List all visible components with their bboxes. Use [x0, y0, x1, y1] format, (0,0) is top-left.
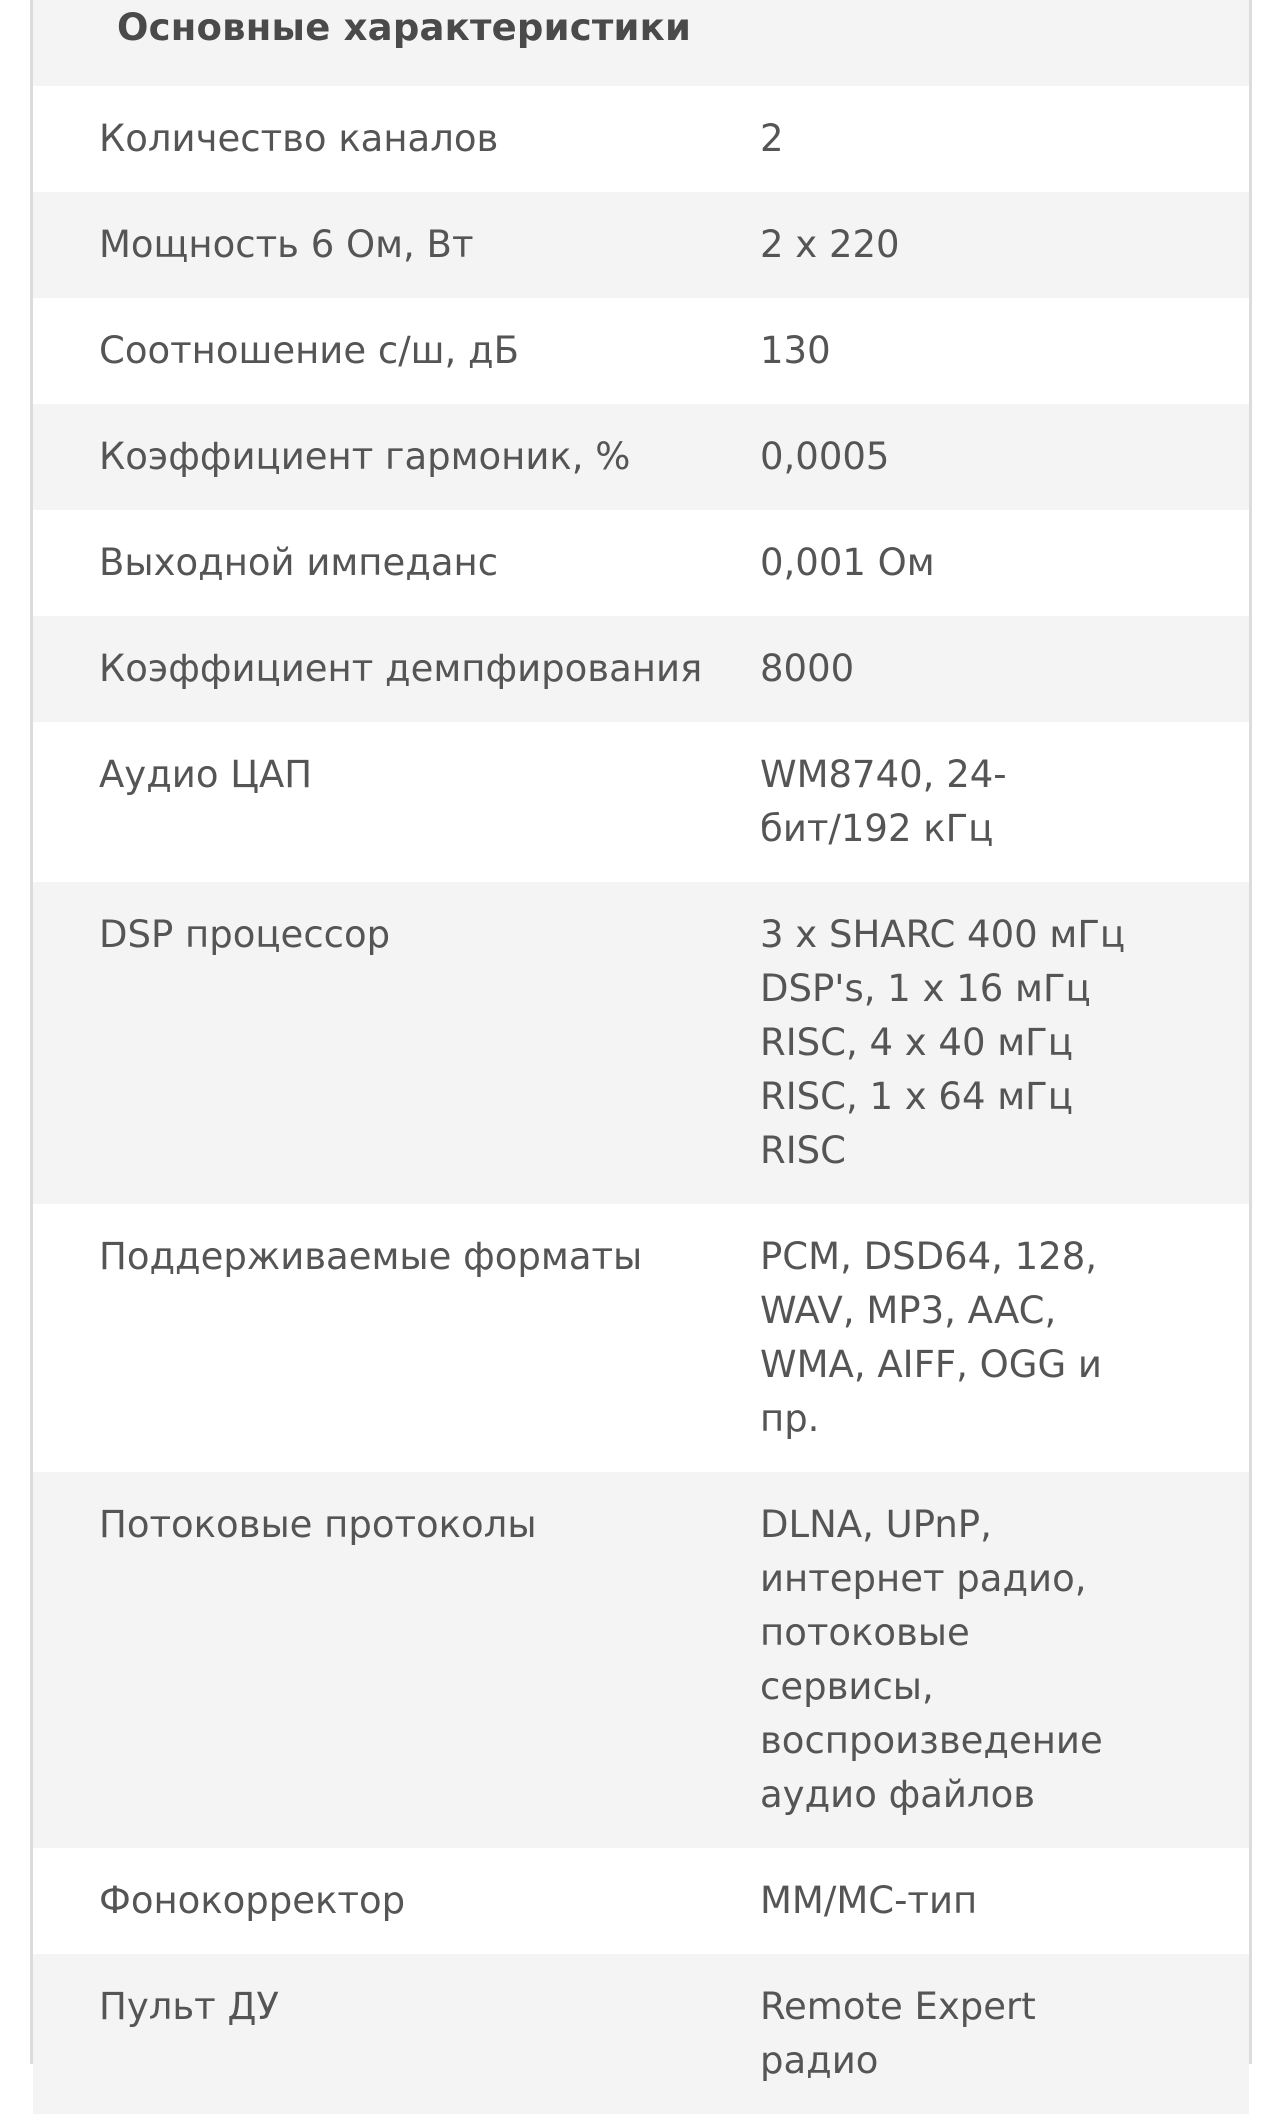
spec-row-thd: [33, 404, 1249, 510]
spec-value: PCM, DSD64, 128, WAV, MP3, AAC, WMA, AIFF, OGG и пр.: [760, 1235, 1102, 1440]
spec-label: Аудио ЦАП: [99, 753, 313, 796]
section-title: Основные характеристики: [117, 5, 692, 49]
spec-label: Коэффициент гармоник, %: [99, 435, 631, 478]
spec-value: 0,0005: [760, 435, 890, 478]
spec-label: Количество каналов: [99, 117, 499, 160]
spec-value: 8000: [760, 647, 855, 690]
spec-row-dac: [33, 722, 1249, 882]
spec-value: MM/MC-тип: [760, 1879, 978, 1922]
spec-table: [33, 86, 1249, 2114]
spec-row-formats: [33, 1204, 1249, 1472]
spec-row-damping: [33, 616, 1249, 722]
spec-value: DLNA, UPnP, интернет радио, потоковые сервисы, воспроизведение аудио файлов: [760, 1503, 1103, 1816]
spec-label: Выходной импеданс: [99, 541, 499, 584]
spec-row-streaming: [33, 1472, 1249, 1848]
spec-value: 3 х SHARC 400 мГц DSP's, 1 х 16 мГц RISC, 4 х 40 мГц RISC, 1 х 64 мГц RISC: [760, 913, 1126, 1172]
spec-panel: [30, 0, 1252, 2082]
spec-label: Мощность 6 Ом, Вт: [99, 223, 474, 266]
spec-row-output-impedance: [33, 510, 1249, 616]
spec-row-remote: [33, 1954, 1249, 2114]
spec-row-channels: [33, 86, 1249, 192]
spec-row-dsp: [33, 882, 1249, 1204]
spec-value: 0,001 Ом: [760, 541, 935, 584]
spec-row-power: [33, 192, 1249, 298]
spec-row-snr: [33, 298, 1249, 404]
spec-label: DSP процессор: [99, 913, 391, 956]
spec-label: Поддерживаемые форматы: [99, 1235, 643, 1278]
spec-value: 2 х 220: [760, 223, 900, 266]
spec-value: Remote Expert радио: [760, 1985, 1036, 2082]
spec-label: Коэффициент демпфирования: [99, 647, 703, 690]
spec-value: 130: [760, 329, 831, 372]
section-header: [33, 0, 1249, 86]
spec-label: Потоковые протоколы: [99, 1503, 537, 1546]
spec-value: WM8740, 24- бит/192 кГц: [760, 753, 1007, 850]
spec-label: Фонокорректор: [99, 1879, 406, 1922]
spec-label: Соотношение с/ш, дБ: [99, 329, 520, 372]
spec-label: Пульт ДУ: [99, 1985, 279, 2028]
spec-row-phono: [33, 1848, 1249, 1954]
spec-value: 2: [760, 117, 784, 160]
